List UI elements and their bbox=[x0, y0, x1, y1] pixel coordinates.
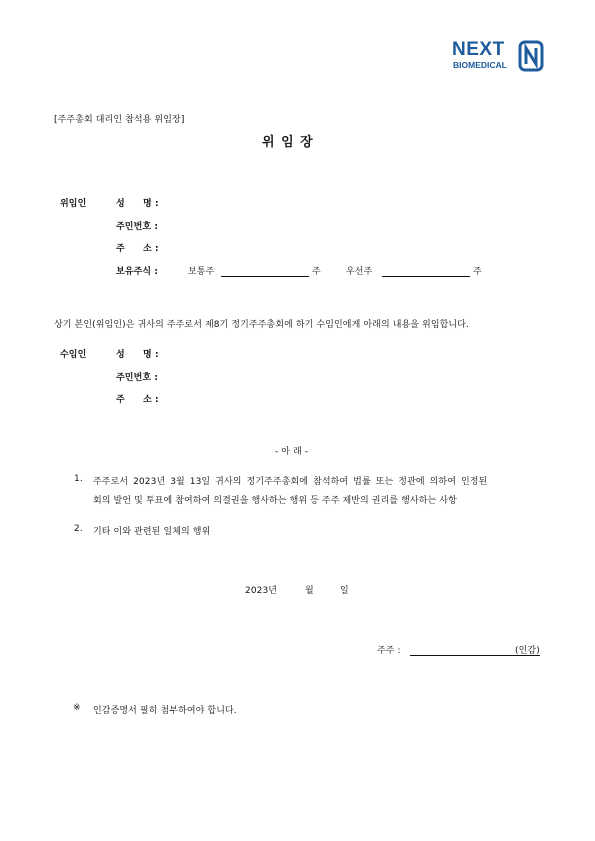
preferred-shares-field[interactable] bbox=[382, 276, 470, 277]
preferred-shares-label: 우선주 bbox=[346, 267, 373, 277]
date-day: 일 bbox=[340, 586, 349, 596]
seal-label: (인감) bbox=[515, 646, 540, 656]
page-title: 위 임 장 bbox=[262, 135, 314, 150]
delegator-rrn-label: 주민번호 : bbox=[116, 222, 159, 232]
item-2-text: 기타 이와 관련된 일체의 행위 bbox=[93, 527, 211, 537]
preferred-shares-unit: 주 bbox=[473, 267, 482, 277]
items-heading: - 아 래 - bbox=[275, 447, 309, 457]
common-shares-unit: 주 bbox=[312, 267, 321, 277]
document-tag: [주주총회 대리인 참석용 위임장] bbox=[54, 115, 185, 125]
proxy-rrn-label: 주민번호 : bbox=[116, 373, 159, 383]
item-2-number: 2. bbox=[74, 524, 83, 534]
common-shares-field[interactable] bbox=[221, 276, 309, 277]
item-1-number: 1. bbox=[74, 474, 83, 484]
common-shares-label: 보통주 bbox=[188, 267, 215, 277]
signature-label: 주주 : bbox=[377, 646, 401, 656]
delegator-address-label: 주 소 : bbox=[116, 244, 159, 254]
delegation-statement: 상기 본인(위임인)은 귀사의 주주로서 제8기 정기주주총회에 하기 수임인에게 아래의 내용을 위임합니다. bbox=[54, 320, 469, 330]
logo-text-biomedical: BIOMEDICAL bbox=[453, 60, 507, 70]
proxy-address-label: 주 소 : bbox=[116, 395, 159, 405]
item-1-line-1: 주주로서 2023년 3월 13일 귀사의 정기주주총회에 참석하여 법률 또는 정관에 의하여 인정된 bbox=[93, 477, 488, 487]
proxy-name-label: 성 명 : bbox=[116, 350, 159, 360]
delegator-shares-label: 보유주식 : bbox=[116, 267, 159, 277]
note-mark: ※ bbox=[73, 703, 81, 713]
item-1-line-2: 회의 발언 및 투표에 참여하여 의결권을 행사하는 행위 등 주주 제반의 권리를 행사하는 사항 bbox=[93, 496, 457, 506]
proxy-section-label: 수임인 bbox=[60, 350, 87, 360]
date-month: 월 bbox=[305, 586, 314, 596]
date-year: 2023년 bbox=[245, 586, 278, 596]
logo-text-next: NEXT bbox=[452, 39, 505, 60]
delegator-name-label: 성 명 : bbox=[116, 199, 159, 209]
note-text: 인감증명서 필히 첨부하여야 합니다. bbox=[93, 706, 237, 716]
logo-mark-icon bbox=[518, 40, 544, 72]
company-logo bbox=[452, 40, 544, 74]
delegator-section-label: 위임인 bbox=[60, 199, 87, 209]
